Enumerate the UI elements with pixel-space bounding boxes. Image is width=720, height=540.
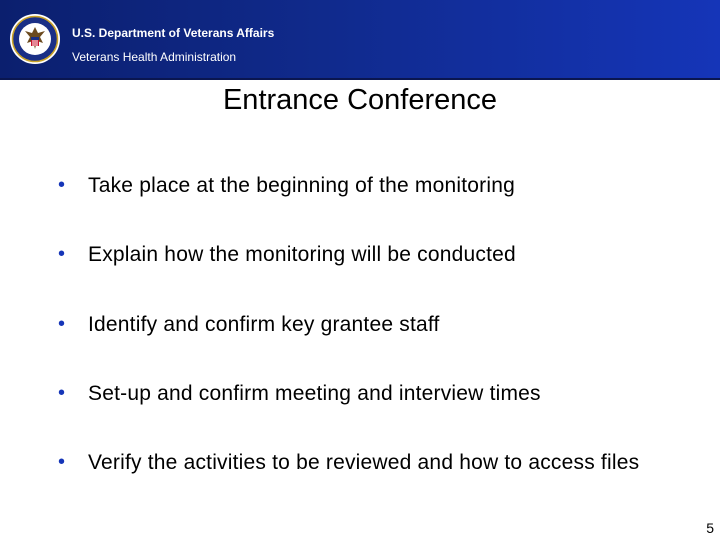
bullet-glyph: •: [58, 174, 66, 196]
bullet-glyph: •: [58, 313, 66, 335]
bullet-glyph: •: [58, 243, 66, 265]
bullet-text: Explain how the monitoring will be conducted: [88, 243, 516, 266]
bullet-glyph: •: [58, 382, 66, 404]
page-number: 5: [706, 520, 714, 536]
org-name: U.S. Department of Veterans Affairs: [72, 26, 275, 40]
bullet-text: Verify the activities to be reviewed and how to access files: [88, 451, 640, 474]
bullet-glyph: •: [58, 451, 66, 473]
bullet-text: Take place at the beginning of the monitoring: [88, 174, 515, 197]
org-subtitle: Veterans Health Administration: [72, 50, 237, 64]
slide-title: Entrance Conference: [222, 84, 498, 116]
bullet-text: Identify and confirm key grantee staff: [88, 313, 440, 336]
bullet-text: Set-up and confirm meeting and interview times: [88, 382, 541, 405]
